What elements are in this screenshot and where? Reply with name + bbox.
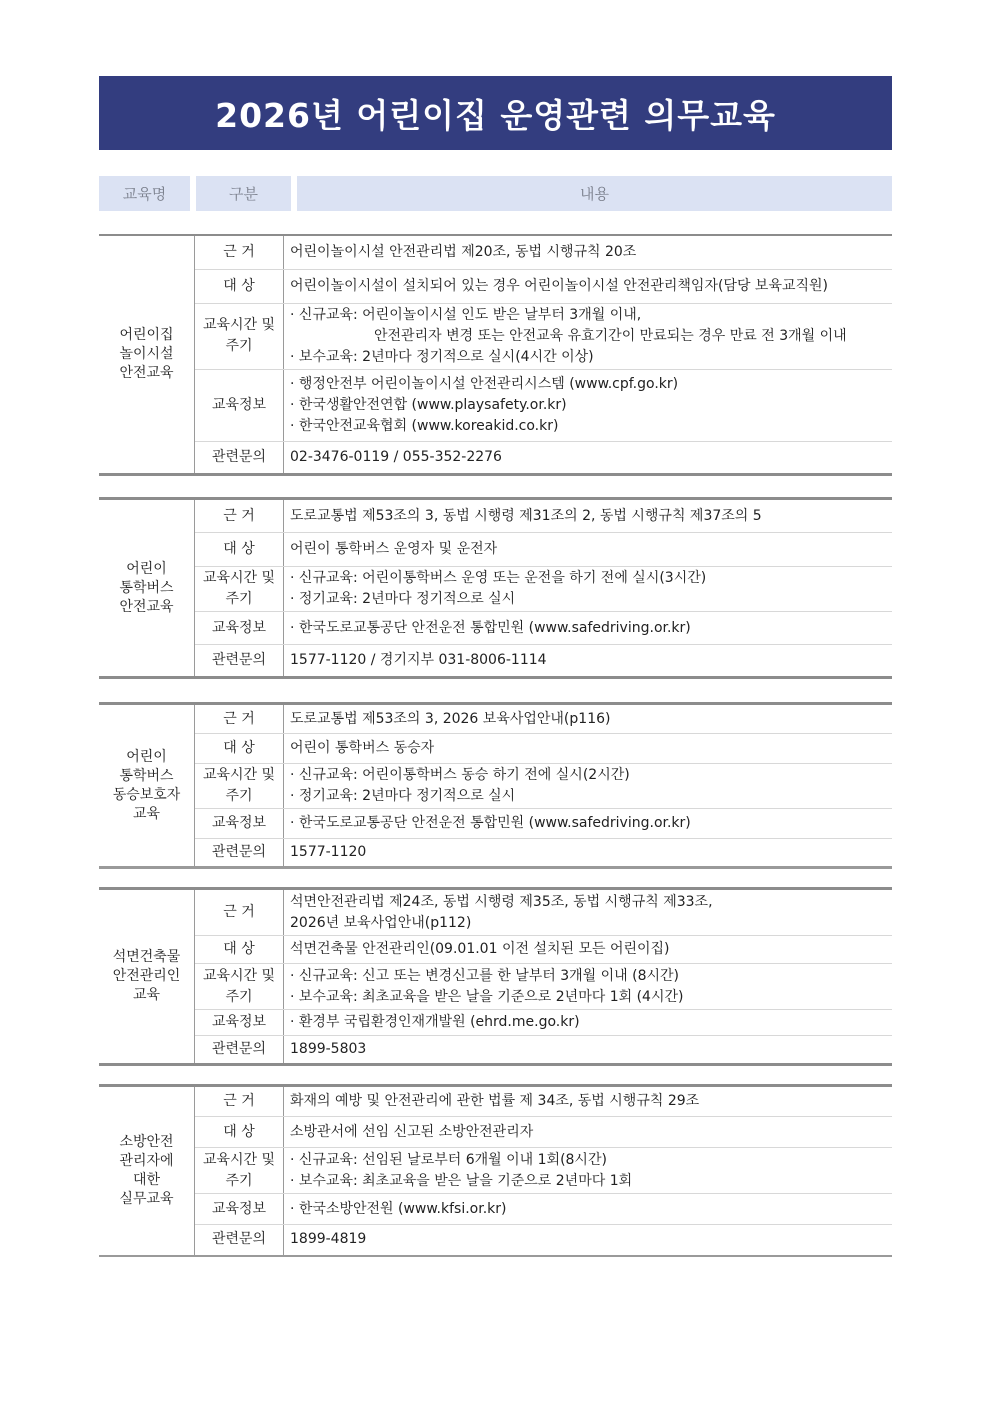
- category-label: [195, 1086, 284, 1117]
- text-line: · 보수교육: 최초교육을 받은 날을 기준으로 2년마다 1회: [290, 1172, 633, 1189]
- table-row: [99, 839, 892, 868]
- content-target: [284, 734, 893, 764]
- text-line: 어린이집: [119, 326, 174, 343]
- text-line: 관련문의: [211, 1231, 267, 1248]
- header-category: 구분: [196, 176, 291, 211]
- table-row: [99, 764, 892, 809]
- text-line: 근 거: [223, 904, 255, 920]
- category-label: [195, 1010, 284, 1036]
- text-line: 대 상: [223, 277, 255, 294]
- text-line: · 정기교육: 2년마다 정기적으로 실시: [290, 788, 516, 804]
- category-label: [195, 567, 284, 612]
- content-target: [284, 269, 893, 303]
- category-label: [195, 441, 284, 474]
- text-line: 도로교통법 제53조의 3, 동법 시행령 제31조의 2, 동법 시행규칙 제37조의 5: [290, 507, 762, 524]
- content-info: [284, 612, 893, 645]
- text-line: 교육시간 및: [202, 317, 276, 333]
- table-row: [99, 303, 892, 369]
- content-time: [284, 764, 893, 809]
- text-line: 교육: [132, 987, 161, 1003]
- text-line: 통학버스: [119, 579, 174, 596]
- text-line: 관련문의: [211, 1041, 267, 1057]
- text-line: 대 상: [223, 541, 255, 557]
- text-line: 교육정보: [211, 815, 267, 831]
- content-time: [284, 964, 893, 1010]
- text-line: 도로교통법 제53조의 3, 2026 보육사업안내(p116): [290, 710, 611, 727]
- text-line: · 행정안전부 어린이놀이시설 안전관리시스템 (www.cpf.go.kr): [290, 375, 679, 392]
- text-line: · 신규교육: 신고 또는 변경신고를 한 날부터 3개월 이내 (8시간): [290, 967, 680, 984]
- category-label: [195, 889, 284, 936]
- education-name: [99, 704, 195, 868]
- text-line: 교육정보: [211, 1200, 267, 1217]
- table-row: [99, 645, 892, 678]
- text-line: 1577-1120: [290, 844, 367, 860]
- text-line: 교육정보: [211, 1014, 267, 1030]
- text-line: 근 거: [223, 710, 255, 727]
- text-line: · 신규교육: 어린이놀이시설 인도 받은 날부터 3개월 이내,: [290, 306, 642, 323]
- table-row: [99, 441, 892, 474]
- category-label: [195, 1194, 284, 1225]
- header-name: 교육명: [99, 176, 190, 211]
- content-basis: [284, 235, 893, 269]
- content-time: [284, 303, 893, 369]
- category-label: [195, 303, 284, 369]
- table-row: [99, 499, 892, 533]
- category-label: [195, 1036, 284, 1065]
- education-name: [99, 1086, 195, 1256]
- text-line: 소방안전: [119, 1133, 174, 1150]
- text-line: 관리자에: [119, 1152, 174, 1169]
- text-line: · 신규교육: 선임된 날로부터 6개월 이내 1회(8시간): [290, 1151, 607, 1168]
- content-contact: [284, 839, 893, 868]
- text-line: 대 상: [223, 941, 255, 957]
- text-line: 어린이 통학버스 운영자 및 운전자: [290, 541, 498, 557]
- text-line: 안전교육: [119, 598, 174, 615]
- table-row: [99, 1036, 892, 1065]
- text-line: 1899-4819: [290, 1231, 367, 1248]
- category-label: [195, 1148, 284, 1194]
- text-line: · 신규교육: 어린이통학버스 동승 하기 전에 실시(2시간): [290, 767, 630, 783]
- text-line: 안전관리자 변경 또는 안전교육 유효기간이 만료되는 경우 만료 전 3개월 이내: [374, 327, 847, 344]
- text-line: 주기: [225, 1172, 253, 1189]
- text-line: · 신규교육: 어린이통학버스 운영 또는 운전을 하기 전에 실시(3시간): [290, 570, 707, 586]
- text-line: 교육정보: [211, 619, 267, 636]
- text-line: 관련문의: [211, 652, 267, 668]
- text-line: 2026년 보육사업안내(p112): [290, 914, 472, 931]
- category-label: [195, 235, 284, 269]
- text-line: 동승보호자: [112, 786, 181, 803]
- category-label: [195, 369, 284, 441]
- content-contact: [284, 1036, 893, 1065]
- table-row: [99, 567, 892, 612]
- text-line: 주기: [225, 788, 253, 804]
- text-line: 관련문의: [211, 448, 267, 465]
- category-label: [195, 704, 284, 734]
- text-line: 실무교육: [119, 1190, 174, 1207]
- category-label: [195, 809, 284, 839]
- table-row: [99, 1225, 892, 1256]
- text-line: · 한국생활안전연합 (www.playsafety.or.kr): [290, 396, 567, 413]
- text-line: 어린이놀이시설 안전관리법 제20조, 동법 시행규칙 20조: [290, 243, 637, 260]
- text-line: 석면건축물: [112, 949, 181, 965]
- education-name: [99, 499, 195, 678]
- text-line: 어린이: [126, 748, 167, 765]
- text-line: 대 상: [223, 740, 255, 756]
- table-row: [99, 1010, 892, 1036]
- text-line: · 보수교육: 2년마다 정기적으로 실시(4시간 이상): [290, 348, 594, 365]
- table-row: [99, 704, 892, 734]
- text-line: 어린이: [126, 560, 167, 577]
- text-line: · 한국도로교통공단 안전운전 통합민원 (www.safedriving.or.kr): [290, 619, 691, 636]
- text-line: 화재의 예방 및 안전관리에 관한 법률 제 34조, 동법 시행규칙 29조: [290, 1093, 700, 1109]
- table-row: [99, 269, 892, 303]
- table-row: [99, 235, 892, 269]
- category-label: [195, 612, 284, 645]
- text-line: 교육시간 및: [202, 570, 276, 586]
- text-line: 1899-5803: [290, 1041, 367, 1057]
- page-title: 2026년 어린이집 운영관련 의무교육: [99, 76, 892, 150]
- section-table: [99, 702, 892, 869]
- content-time: [284, 1148, 893, 1194]
- text-line: 관련문의: [211, 844, 267, 860]
- content-basis: [284, 1086, 893, 1117]
- education-name: [99, 235, 195, 474]
- text-line: 근 거: [223, 243, 255, 260]
- table-row: [99, 533, 892, 567]
- content-basis: [284, 889, 893, 936]
- section-table: [99, 887, 892, 1066]
- text-line: 교육정보: [211, 396, 267, 413]
- category-label: [195, 764, 284, 809]
- category-label: [195, 1117, 284, 1148]
- category-label: [195, 269, 284, 303]
- text-line: 주기: [225, 591, 253, 607]
- content-info: [284, 369, 893, 441]
- section-table: [99, 1084, 892, 1257]
- category-label: [195, 936, 284, 964]
- section-table: [99, 497, 892, 679]
- text-line: · 환경부 국립환경인재개발원 (ehrd.me.go.kr): [290, 1014, 580, 1030]
- text-line: 근 거: [223, 1093, 255, 1109]
- table-row: [99, 369, 892, 441]
- text-line: 어린이놀이시설이 설치되어 있는 경우 어린이놀이시설 안전관리책임자(담당 보육교직원): [290, 277, 829, 294]
- education-name: [99, 889, 195, 1065]
- content-basis: [284, 704, 893, 734]
- text-line: 석면안전관리법 제24조, 동법 시행령 제35조, 동법 시행규칙 제33조,: [290, 893, 713, 910]
- text-line: 대한: [132, 1171, 161, 1188]
- content-info: [284, 809, 893, 839]
- text-line: 안전교육: [119, 364, 174, 381]
- content-contact: [284, 645, 893, 678]
- table-row: [99, 964, 892, 1010]
- section-table: [99, 234, 892, 476]
- table-row: [99, 1086, 892, 1117]
- content-contact: [284, 441, 893, 474]
- content-target: [284, 1117, 893, 1148]
- table-row: [99, 1117, 892, 1148]
- content-contact: [284, 1225, 893, 1256]
- text-line: 교육시간 및: [202, 967, 276, 984]
- content-info: [284, 1194, 893, 1225]
- content-target: [284, 533, 893, 567]
- text-line: 교육시간 및: [202, 1151, 276, 1168]
- text-line: 근 거: [223, 507, 255, 524]
- text-line: · 한국소방안전원 (www.kfsi.or.kr): [290, 1200, 507, 1217]
- table-row: [99, 734, 892, 764]
- text-line: 통학버스: [119, 767, 174, 784]
- text-line: 교육: [132, 805, 161, 822]
- content-target: [284, 936, 893, 964]
- category-label: [195, 839, 284, 868]
- category-label: [195, 645, 284, 678]
- table-row: [99, 1194, 892, 1225]
- text-line: 주기: [225, 338, 253, 354]
- table-row: [99, 1148, 892, 1194]
- category-label: [195, 1225, 284, 1256]
- text-line: · 보수교육: 최초교육을 받은 날을 기준으로 2년마다 1회 (4시간): [290, 988, 684, 1005]
- category-label: [195, 964, 284, 1010]
- table-row: [99, 936, 892, 964]
- text-line: 대 상: [223, 1123, 255, 1140]
- text-line: 교육시간 및: [202, 767, 276, 783]
- text-line: 02-3476-0119 / 055-352-2276: [290, 448, 502, 465]
- content-basis: [284, 499, 893, 533]
- text-line: 주기: [225, 988, 253, 1005]
- content-time: [284, 567, 893, 612]
- text-line: 석면건축물 안전관리인(09.01.01 이전 설치된 모든 어린이집): [290, 941, 670, 957]
- header-content: 내용: [297, 176, 892, 211]
- category-label: [195, 533, 284, 567]
- table-row: [99, 889, 892, 936]
- text-line: 1577-1120 / 경기지부 031-8006-1114: [290, 652, 547, 668]
- text-line: · 한국안전교육협회 (www.koreakid.co.kr): [290, 417, 559, 434]
- category-label: [195, 734, 284, 764]
- table-row: [99, 809, 892, 839]
- text-line: 놀이시설: [119, 345, 174, 362]
- text-line: 소방관서에 선임 신고된 소방안전관리자: [290, 1123, 534, 1140]
- content-info: [284, 1010, 893, 1036]
- text-line: · 정기교육: 2년마다 정기적으로 실시: [290, 591, 516, 607]
- table-row: [99, 612, 892, 645]
- text-line: 안전관리인: [112, 968, 181, 984]
- text-line: · 한국도로교통공단 안전운전 통합민원 (www.safedriving.or.kr): [290, 815, 691, 831]
- category-label: [195, 499, 284, 533]
- text-line: 어린이 통학버스 동승자: [290, 740, 435, 756]
